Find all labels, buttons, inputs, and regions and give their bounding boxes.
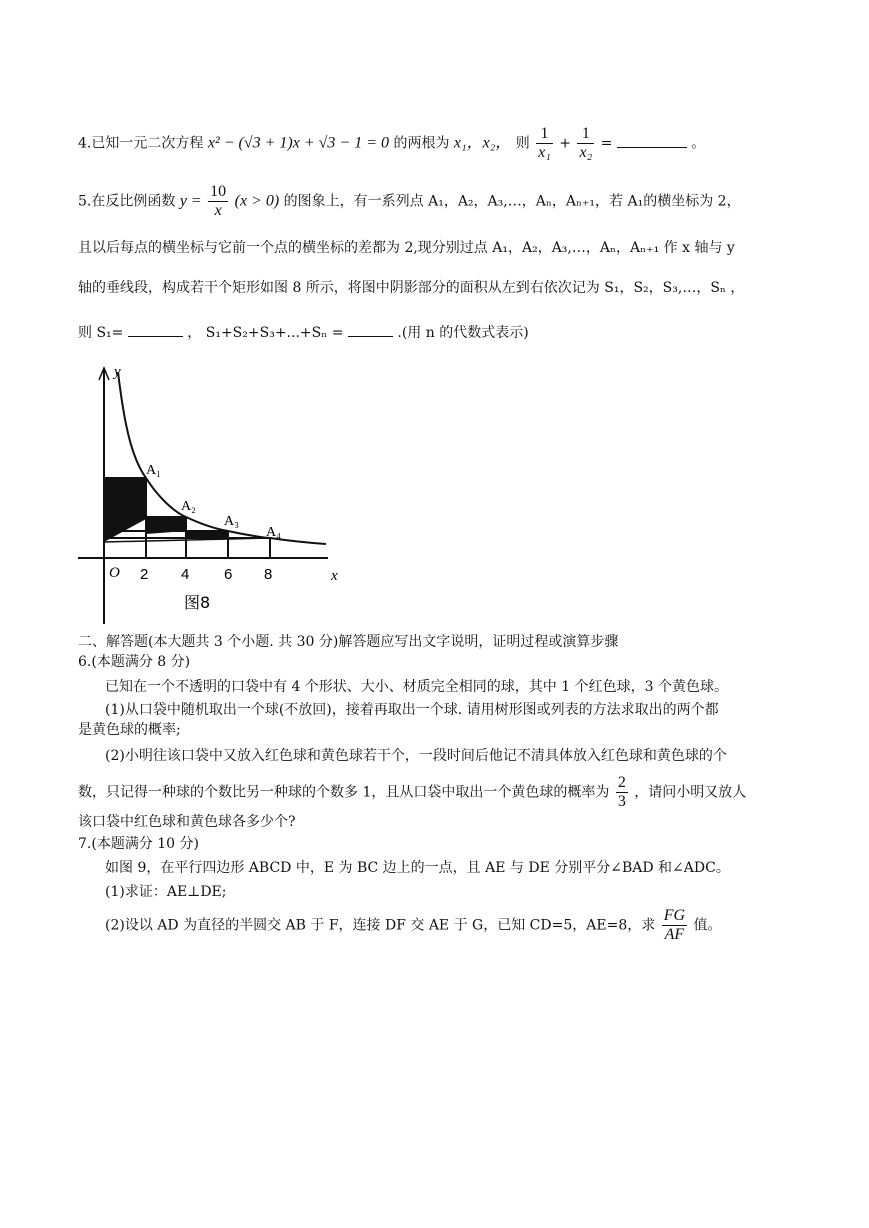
q4-answer-blank — [617, 133, 687, 148]
q4-equation: x² − (√3 + 1)x + √3 − 1 = 0 — [207, 134, 390, 152]
q5-hint: .(用 n 的代数式表示) — [397, 325, 529, 341]
shaded-s1 — [104, 478, 146, 542]
section-2-heading: 二、解答题(本大题共 3 个小题. 共 30 分)解答题应写出文字说明，证明过程或演算步骤 — [78, 634, 619, 650]
q4-then: 则 — [515, 135, 530, 152]
q5-line1-suffix: 的图象上，有一系列点 A₁，A₂，A₃,…，Aₙ，Aₙ₊₁，若 A₁的横坐标为 2， — [283, 193, 741, 210]
q5-func-fraction — [208, 183, 228, 220]
figure-8 — [76, 362, 346, 627]
question-6-header: 6.(本题满分 8 分) — [78, 654, 191, 670]
q5-func-numerator: 10 — [210, 183, 227, 200]
point-a3-label: A₃ — [224, 514, 239, 529]
question-5-line-3: 轴的垂线段，构成若干个矩形如图 8 所示，将图中阴影部分的面积从左到右依次记为 S₁，S₂，S₃,…，Sₙ ， — [78, 280, 745, 296]
question-4 — [78, 125, 705, 162]
tick-2: 2 — [140, 566, 149, 583]
x-axis-label: x — [331, 568, 338, 584]
q4-plus: + — [559, 135, 572, 152]
question-7-header: 7.(本题满分 10 分) — [78, 836, 199, 852]
q7-ratio-denominator: AF — [664, 926, 685, 943]
q5-sum: ， S₁+S₂+S₃+...+Sₙ = — [187, 325, 344, 341]
q6-prob-denominator: 3 — [617, 793, 626, 810]
q7-ratio-fraction — [662, 907, 687, 944]
point-a2-label: A₂ — [181, 499, 196, 514]
q5-func-condition: (x > 0) — [234, 192, 280, 210]
point-a1-label: A₁ — [146, 463, 161, 478]
question-7-p3 — [105, 907, 721, 944]
point-a4-label: A₄ — [266, 525, 281, 540]
q6-probability-fraction — [616, 774, 628, 811]
question-5-line-1 — [78, 183, 741, 220]
question-5-line-4 — [78, 322, 529, 343]
q5-prefix: 5.在反比例函数 — [78, 193, 176, 210]
q5-s1: 则 S₁= — [78, 325, 124, 341]
question-5-line-2: 且以后每点的横坐标与它前一个点的横坐标的差都为 2,现分别过点 A₁，A₂，A₃,…，Aₙ，Aₙ₊₁ 作 x 轴与 y — [78, 240, 735, 256]
q7-ratio-numerator: FG — [663, 907, 686, 924]
q4-frac1-denominator: x₁ — [538, 144, 551, 161]
origin-label: O — [109, 565, 120, 581]
q6-p3b-pre: 数，只记得一种球的个数比另一种球的个数多 1，且从口袋中取出一个黄色球的概率为 — [78, 784, 610, 801]
question-6-p3b — [78, 774, 746, 811]
question-7-p2: (1)求证：AE⊥DE; — [105, 884, 227, 900]
question-7-p1: 如图 9，在平行四边形 ABCD 中，E 为 BC 边上的一点，且 AE 与 DE 分别平分∠BAD 和∠ADC。 — [105, 860, 730, 876]
q4-frac2-denominator: x₂ — [579, 144, 593, 161]
q5-func-denominator: x — [214, 202, 222, 219]
question-6-p3c: 该口袋中红色球和黄色球各多少个? — [78, 814, 296, 830]
figure-caption: 图8 — [184, 593, 211, 612]
q4-prefix: 4.已知一元二次方程 — [78, 135, 204, 152]
q5-s1-blank — [128, 322, 183, 337]
q4-fraction-2 — [577, 125, 594, 162]
q7-p3-pre: (2)设以 AD 为直径的半圆交 AB 于 F，连接 DF 交 AE 于 G，已知 CD=5，AE=8，求 — [105, 917, 656, 934]
question-6-p2a: (1)从口袋中随机取出一个球(不放回)，接着再取出一个球. 请用树形图或列表的方法求取出的两个都 — [105, 702, 719, 718]
q4-roots-text: 的两根为 — [393, 135, 450, 152]
q4-frac2-numerator: 1 — [577, 125, 594, 144]
q5-func-lhs: y = — [179, 192, 202, 210]
y-axis-label: y — [114, 364, 121, 380]
question-6-p3a: (2)小明往该口袋中又放入红色球和黄色球若干个，一段时间后他记不清具体放入红色球和黄色球的个 — [105, 748, 727, 764]
question-6-p2b: 是黄色球的概率; — [78, 722, 181, 738]
question-6-p1: 已知在一个不透明的口袋中有 4 个形状、大小、材质完全相同的球，其中 1 个红色球，3 个黄色球。 — [105, 679, 728, 695]
q5-sum-blank — [348, 322, 393, 337]
q4-fraction-1 — [536, 125, 553, 162]
q4-frac1-numerator: 1 — [536, 125, 553, 144]
tick-6: 6 — [224, 566, 233, 583]
tick-8: 8 — [264, 566, 273, 583]
q4-end: 。 — [691, 135, 706, 152]
tick-4: 4 — [181, 566, 190, 583]
q6-prob-numerator: 2 — [617, 774, 626, 791]
q4-equals: = — [600, 135, 613, 152]
q6-p3b-post: ，请问小明又放人 — [634, 784, 747, 801]
q7-p3-post: 值。 — [693, 917, 722, 934]
q4-roots: x₁，x₂， — [453, 134, 512, 152]
